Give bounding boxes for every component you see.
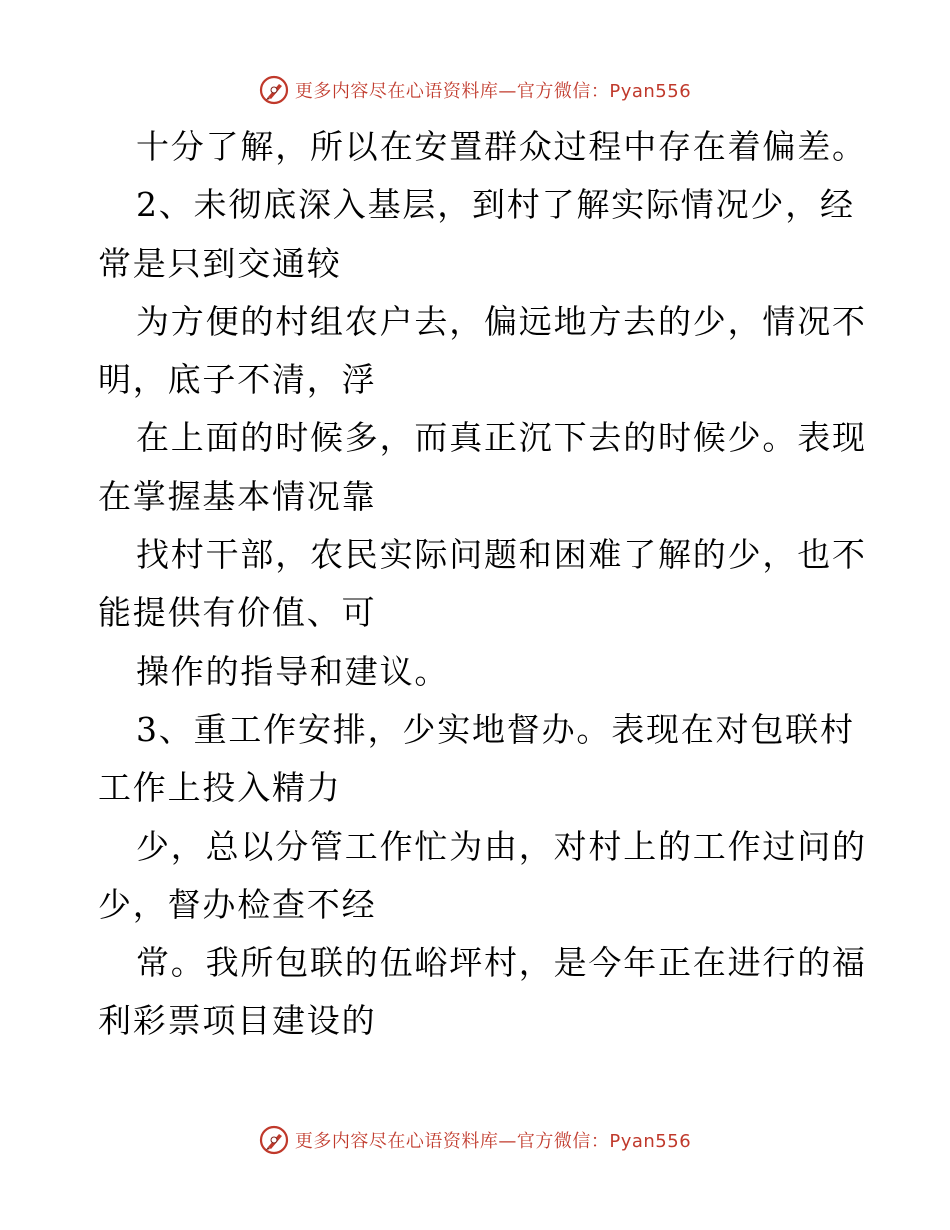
header-banner <box>0 70 950 110</box>
paragraph-line: 少，督办检查不经 <box>98 884 377 924</box>
footer-banner-text: 更多内容尽在心语资料库—官方微信：Pyan556 <box>294 1131 692 1152</box>
paragraph-line: 常。我所包联的伍峪坪村，是今年正在进行的福 <box>136 943 867 983</box>
paragraph-line: 2、未彻底深入基层，到村了解实际情况少，经 <box>136 185 855 225</box>
paragraph-line: 在上面的时候多，而真正沉下去的时候少。表现 <box>136 418 867 458</box>
paragraph-line: 能提供有价值、可 <box>98 593 377 633</box>
paragraph-line: 利彩票项目建设的 <box>98 1001 377 1041</box>
footer-banner <box>0 1120 950 1160</box>
paragraph-line: 操作的指导和建议。 <box>136 651 450 691</box>
quill-pen-logo-icon <box>259 1125 289 1155</box>
paragraph-line: 十分了解，所以在安置群众过程中存在着偏差。 <box>136 127 867 166</box>
paragraph-line: 工作上投入精力 <box>98 768 342 808</box>
paragraph-line: 找村干部，农民实际问题和困难了解的少，也不 <box>136 535 867 575</box>
paragraph-line: 常是只到交通较 <box>98 243 342 283</box>
paragraph-line: 在掌握基本情况靠 <box>98 476 377 516</box>
paragraph-line: 3、重工作安排，少实地督办。表现在对包联村 <box>136 709 855 749</box>
document-body <box>98 118 867 1051</box>
paragraph-line: 明，底子不清，浮 <box>98 360 377 400</box>
paragraph-line: 少，总以分管工作忙为由，对村上的工作过问的 <box>136 826 867 866</box>
quill-pen-logo-icon <box>259 75 289 105</box>
paragraph-line: 为方便的村组农户去，偏远地方去的少，情况不 <box>136 301 867 341</box>
header-banner-text: 更多内容尽在心语资料库—官方微信：Pyan556 <box>294 81 692 102</box>
